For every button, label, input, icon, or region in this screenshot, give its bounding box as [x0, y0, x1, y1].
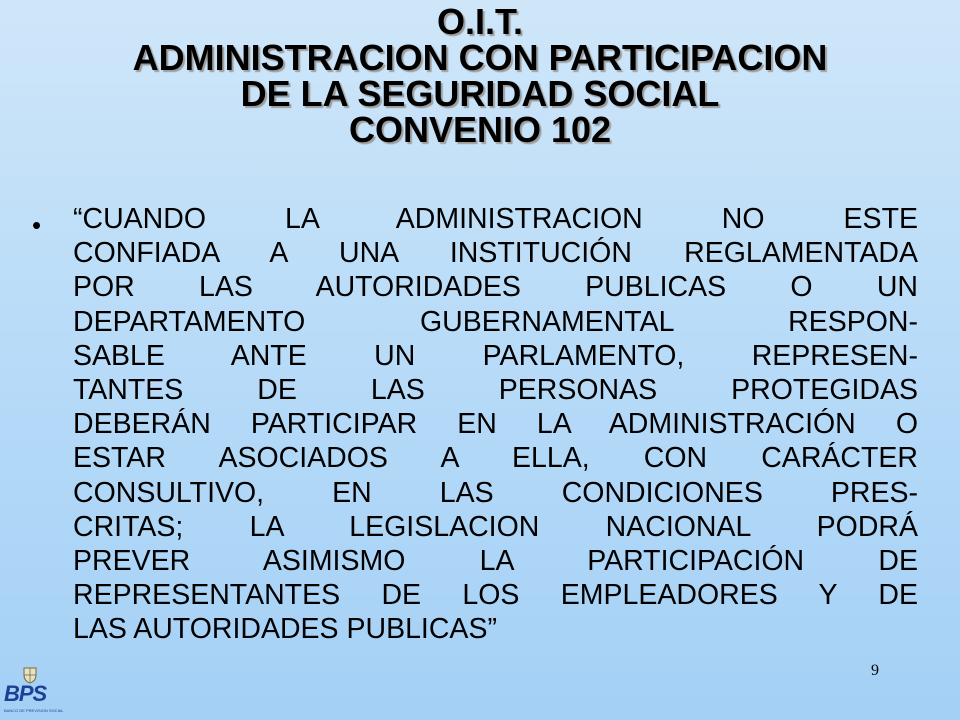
body-line: CRITAS; LA LEGISLACION NACIONAL PODRÁ: [73, 510, 918, 543]
body-line: ESTAR ASOCIADOS A ELLA, CON CARÁCTER: [73, 442, 918, 475]
body-line: LAS AUTORIDADES PUBLICAS”: [73, 613, 497, 646]
title-line: CONVENIO 102: [348, 109, 612, 150]
logo-text: BPS: [4, 681, 47, 706]
bps-logo: [0, 664, 62, 720]
body-line: POR LAS AUTORIDADES PUBLICAS O UN: [73, 271, 918, 304]
title-line: ADMINISTRACION CON PARTICIPACION: [132, 37, 828, 78]
title-line: DE LA SEGURIDAD SOCIAL: [240, 73, 720, 114]
title-line: O.I.T.: [436, 1, 523, 42]
body-line: DEPARTAMENTO GUBERNAMENTAL RESPON-: [73, 305, 918, 338]
body-line: SABLE ANTE UN PARLAMENTO, REPRESEN-: [73, 339, 918, 372]
body-line: CONFIADA A UNA INSTITUCIÓN REGLAMENTADA: [73, 237, 918, 270]
page-number: 9: [871, 662, 879, 679]
body-line: “CUANDO LA ADMINISTRACION NO ESTE: [73, 203, 918, 235]
bullet-dot: •: [32, 210, 42, 240]
body-line: PREVER ASIMISMO LA PARTICIPACIÓN DE: [73, 545, 918, 578]
body-line: REPRESENTANTES DE LOS EMPLEADORES Y DE: [73, 579, 918, 612]
bullet-text: [73, 202, 918, 647]
body-line: CONSULTIVO, EN LAS CONDICIONES PRES-: [73, 476, 918, 509]
slide-title: [40, 1, 920, 150]
body-line: DEBERÁN PARTICIPAR EN LA ADMINISTRACIÓN O: [73, 408, 918, 441]
body-line: TANTES DE LAS PERSONAS PROTEGIDAS: [73, 374, 918, 407]
logo-subtitle: BANCO DE PREVISION SOCIAL: [4, 708, 64, 713]
